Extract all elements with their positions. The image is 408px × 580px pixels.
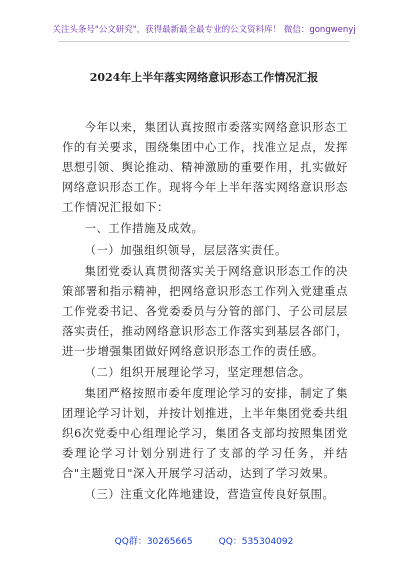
section-heading: 一、工作措施及成效。 — [84, 222, 204, 235]
subsection-heading: （二）组织开展理论学习，坚定理想信念。 — [84, 366, 311, 379]
footer-qq-group: QQ群：30265665 — [114, 537, 193, 547]
intro-paragraph: 今年以来，集团认真按照市委落实网络意识形态工作的有关要求，围绕集团中心工作，找准立足点，发挥思想引领、舆论推动、精神激励的重要作用，扎实做好网络意识形态工作。现将今年上半年落实网络意识形态工作情况汇报如下： — [62, 121, 348, 214]
footer-contacts — [0, 534, 408, 547]
subsection-heading: （一）加强组织领导，层层落实责任。 — [84, 244, 287, 257]
footer-qq: QQ：535304092 — [218, 537, 294, 547]
header-divider — [58, 41, 350, 42]
subsection-heading: （三）注重文化阵地建设，营造宣传良好氛围。 — [84, 488, 335, 501]
body-paragraph: 集团严格按照市委年度理论学习的安排，制定了集团理论学习计划，并按计划推进，上半年集团党委共组织6次党委中心组理论学习，集团各支部均按照集团党委理论学习计划分别进行了支部的学习任务，并结合"主题党日"深入开展学习活动，达到了学习效果。 — [62, 387, 348, 480]
body-paragraph: 集团党委认真贯彻落实关于网络意识形态工作的决策部署和指示精神，把网络意识形态工作列入党建重点工作党委书记、各党委委员与分管的部门、子公司层层落实责任，推动网络意识形态工作落实到基层各部门，进一步增强集团做好网络意识形态工作的责任感。 — [62, 265, 348, 358]
header-banner: 关注头条号"公文研究"，获得最新最全最专业的公文资料库！ 微信：gongwenyj — [52, 25, 356, 35]
document-title: 2024年上半年落实网络意识形态工作情况汇报 — [89, 71, 319, 84]
document-body — [62, 118, 348, 506]
